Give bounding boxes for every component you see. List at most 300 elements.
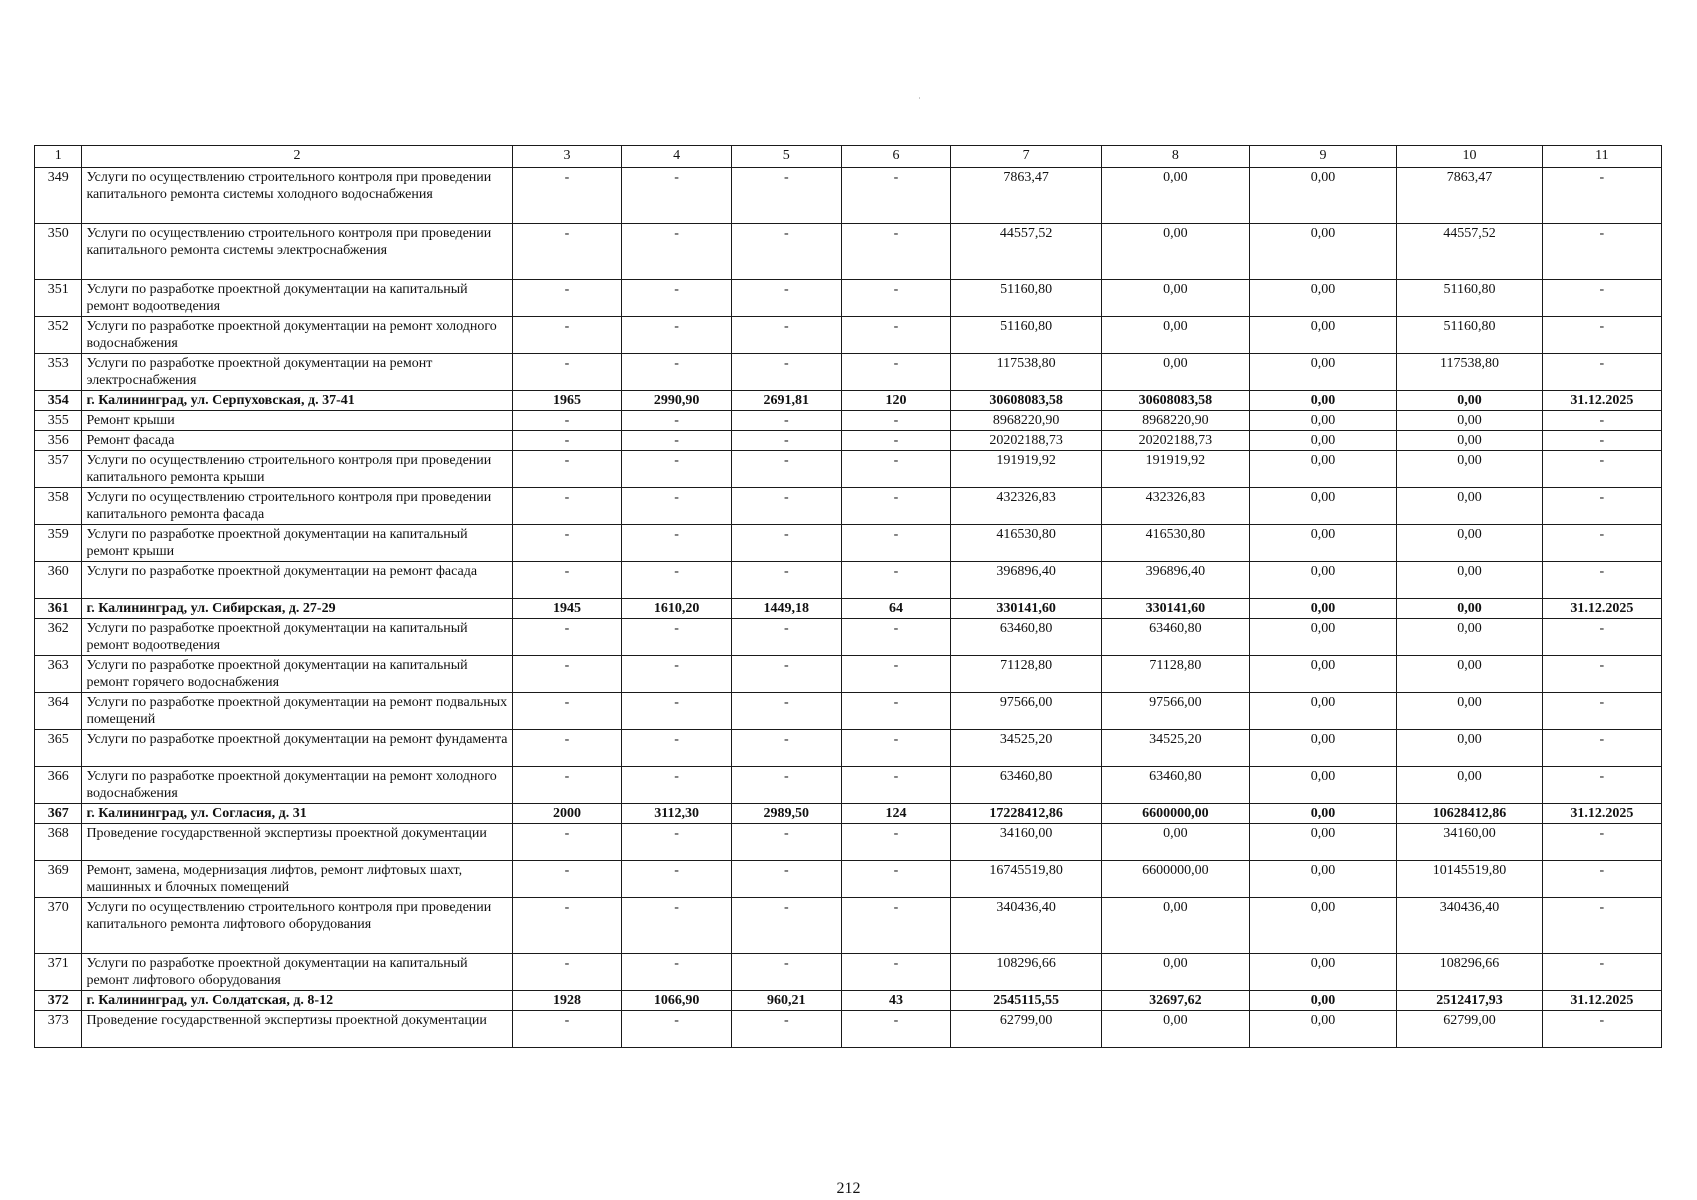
work-description-cell: Услуги по разработке проектной документации на капитальный ремонт водоотведения: [82, 280, 512, 317]
header-cell: 5: [731, 146, 841, 168]
work-item-row: [35, 488, 1662, 525]
work-description-cell: Проведение государственной экспертизы проектной документации: [82, 1011, 512, 1048]
value-cell: -: [622, 525, 732, 562]
value-cell: 6600000,00: [1102, 861, 1250, 898]
value-cell: 432326,83: [951, 488, 1102, 525]
value-cell: 51160,80: [1397, 317, 1543, 354]
value-cell: -: [841, 1011, 951, 1048]
value-cell: 63460,80: [951, 619, 1102, 656]
work-item-row: [35, 354, 1662, 391]
value-cell: 1066,90: [622, 991, 732, 1011]
deadline-cell: -: [1542, 224, 1661, 280]
row-number-cell: 358: [35, 488, 82, 525]
value-cell: 16745519,80: [951, 861, 1102, 898]
value-cell: 0,00: [1249, 168, 1397, 224]
value-cell: -: [731, 861, 841, 898]
work-item-row: [35, 562, 1662, 599]
value-cell: -: [622, 619, 732, 656]
value-cell: 2000: [512, 804, 622, 824]
value-cell: -: [622, 411, 732, 431]
row-number-cell: 353: [35, 354, 82, 391]
value-cell: 0,00: [1397, 656, 1543, 693]
value-cell: 2691,81: [731, 391, 841, 411]
value-cell: 0,00: [1249, 656, 1397, 693]
value-cell: 2512417,93: [1397, 991, 1543, 1011]
scan-speck: ˙: [918, 96, 921, 106]
work-item-row: [35, 431, 1662, 451]
value-cell: 0,00: [1249, 317, 1397, 354]
work-item-row: [35, 411, 1662, 431]
value-cell: -: [512, 954, 622, 991]
work-description-cell: Услуги по разработке проектной документации на капитальный ремонт горячего водоснабжения: [82, 656, 512, 693]
value-cell: 44557,52: [951, 224, 1102, 280]
value-cell: 0,00: [1102, 1011, 1250, 1048]
row-number-cell: 350: [35, 224, 82, 280]
value-cell: 34525,20: [1102, 730, 1250, 767]
value-cell: 0,00: [1249, 824, 1397, 861]
value-cell: -: [731, 525, 841, 562]
value-cell: 97566,00: [951, 693, 1102, 730]
value-cell: 0,00: [1249, 525, 1397, 562]
value-cell: -: [512, 317, 622, 354]
work-item-row: [35, 898, 1662, 954]
row-number-cell: 373: [35, 1011, 82, 1048]
value-cell: 120: [841, 391, 951, 411]
value-cell: 0,00: [1249, 861, 1397, 898]
value-cell: -: [622, 317, 732, 354]
value-cell: -: [512, 693, 622, 730]
work-description-cell: Услуги по осуществлению строительного контроля при проведении капитального ремонта системы электроснабжения: [82, 224, 512, 280]
value-cell: -: [841, 861, 951, 898]
value-cell: 0,00: [1397, 619, 1543, 656]
value-cell: -: [841, 488, 951, 525]
value-cell: 340436,40: [951, 898, 1102, 954]
work-item-row: [35, 525, 1662, 562]
value-cell: -: [841, 898, 951, 954]
deadline-cell: -: [1542, 431, 1661, 451]
work-item-row: [35, 767, 1662, 804]
value-cell: 0,00: [1397, 599, 1543, 619]
table-body: [35, 146, 1662, 1048]
value-cell: -: [622, 168, 732, 224]
value-cell: -: [512, 898, 622, 954]
value-cell: 396896,40: [951, 562, 1102, 599]
value-cell: 20202188,73: [951, 431, 1102, 451]
header-cell: 6: [841, 146, 951, 168]
value-cell: 8968220,90: [951, 411, 1102, 431]
work-description-cell: Услуги по разработке проектной документации на капитальный ремонт крыши: [82, 525, 512, 562]
page-number: 212: [836, 1180, 861, 1197]
address-cell: г. Калининград, ул. Сибирская, д. 27-29: [82, 599, 512, 619]
value-cell: 0,00: [1397, 767, 1543, 804]
value-cell: -: [512, 1011, 622, 1048]
row-number-cell: 363: [35, 656, 82, 693]
value-cell: -: [731, 730, 841, 767]
value-cell: 330141,60: [1102, 599, 1250, 619]
deadline-cell: 31.12.2025: [1542, 599, 1661, 619]
row-number-cell: 364: [35, 693, 82, 730]
value-cell: 51160,80: [1397, 280, 1543, 317]
work-item-row: [35, 730, 1662, 767]
value-cell: 416530,80: [951, 525, 1102, 562]
work-description-cell: Ремонт, замена, модернизация лифтов, ремонт лифтовых шахт, машинных и блочных помещений: [82, 861, 512, 898]
value-cell: -: [841, 525, 951, 562]
work-description-cell: Услуги по разработке проектной документации на капитальный ремонт водоотведения: [82, 619, 512, 656]
value-cell: 34525,20: [951, 730, 1102, 767]
value-cell: -: [731, 619, 841, 656]
value-cell: -: [731, 280, 841, 317]
value-cell: -: [841, 619, 951, 656]
deadline-cell: 31.12.2025: [1542, 991, 1661, 1011]
address-row: [35, 991, 1662, 1011]
row-number-cell: 357: [35, 451, 82, 488]
work-description-cell: Ремонт крыши: [82, 411, 512, 431]
value-cell: -: [731, 317, 841, 354]
row-number-cell: 355: [35, 411, 82, 431]
work-description-cell: Ремонт фасада: [82, 431, 512, 451]
row-number-cell: 351: [35, 280, 82, 317]
value-cell: -: [731, 354, 841, 391]
value-cell: 1610,20: [622, 599, 732, 619]
value-cell: 97566,00: [1102, 693, 1250, 730]
value-cell: 0,00: [1249, 767, 1397, 804]
row-number-cell: 356: [35, 431, 82, 451]
value-cell: -: [512, 767, 622, 804]
value-cell: -: [841, 824, 951, 861]
column-number-header-row: [35, 146, 1662, 168]
deadline-cell: -: [1542, 562, 1661, 599]
value-cell: -: [512, 656, 622, 693]
work-item-row: [35, 451, 1662, 488]
row-number-cell: 369: [35, 861, 82, 898]
deadline-cell: -: [1542, 619, 1661, 656]
deadline-cell: 31.12.2025: [1542, 391, 1661, 411]
header-cell: 3: [512, 146, 622, 168]
address-row: [35, 391, 1662, 411]
value-cell: 117538,80: [951, 354, 1102, 391]
work-description-cell: Услуги по осуществлению строительного контроля при проведении капитального ремонта лифтового оборудования: [82, 898, 512, 954]
value-cell: 0,00: [1102, 898, 1250, 954]
value-cell: 34160,00: [1397, 824, 1543, 861]
work-item-row: [35, 317, 1662, 354]
value-cell: 0,00: [1397, 391, 1543, 411]
value-cell: -: [841, 954, 951, 991]
value-cell: 62799,00: [951, 1011, 1102, 1048]
value-cell: 0,00: [1249, 954, 1397, 991]
work-description-cell: Услуги по осуществлению строительного контроля при проведении капитального ремонта фасада: [82, 488, 512, 525]
deadline-cell: -: [1542, 488, 1661, 525]
header-cell: 4: [622, 146, 732, 168]
value-cell: -: [622, 488, 732, 525]
work-item-row: [35, 168, 1662, 224]
value-cell: 0,00: [1102, 824, 1250, 861]
deadline-cell: -: [1542, 411, 1661, 431]
value-cell: 330141,60: [951, 599, 1102, 619]
value-cell: -: [622, 898, 732, 954]
deadline-cell: -: [1542, 168, 1661, 224]
value-cell: -: [731, 954, 841, 991]
row-number-cell: 349: [35, 168, 82, 224]
work-item-row: [35, 656, 1662, 693]
row-number-cell: 371: [35, 954, 82, 991]
value-cell: 71128,80: [1102, 656, 1250, 693]
value-cell: 0,00: [1102, 354, 1250, 391]
deadline-cell: -: [1542, 525, 1661, 562]
work-item-row: [35, 861, 1662, 898]
value-cell: -: [841, 411, 951, 431]
row-number-cell: 367: [35, 804, 82, 824]
value-cell: 0,00: [1249, 619, 1397, 656]
value-cell: -: [622, 354, 732, 391]
header-cell: 1: [35, 146, 82, 168]
value-cell: 63460,80: [951, 767, 1102, 804]
repair-registry-table: [34, 145, 1662, 1048]
deadline-cell: -: [1542, 317, 1661, 354]
value-cell: 2989,50: [731, 804, 841, 824]
value-cell: -: [841, 693, 951, 730]
work-item-row: [35, 954, 1662, 991]
value-cell: 0,00: [1102, 224, 1250, 280]
value-cell: -: [841, 431, 951, 451]
value-cell: -: [512, 431, 622, 451]
value-cell: 10145519,80: [1397, 861, 1543, 898]
work-item-row: [35, 280, 1662, 317]
value-cell: 0,00: [1249, 280, 1397, 317]
row-number-cell: 360: [35, 562, 82, 599]
value-cell: -: [731, 411, 841, 431]
value-cell: 1945: [512, 599, 622, 619]
value-cell: 8968220,90: [1102, 411, 1250, 431]
work-description-cell: Проведение государственной экспертизы проектной документации: [82, 824, 512, 861]
value-cell: 0,00: [1397, 562, 1543, 599]
deadline-cell: -: [1542, 730, 1661, 767]
value-cell: -: [731, 898, 841, 954]
value-cell: 20202188,73: [1102, 431, 1250, 451]
value-cell: -: [622, 280, 732, 317]
value-cell: 0,00: [1249, 693, 1397, 730]
deadline-cell: -: [1542, 767, 1661, 804]
value-cell: 34160,00: [951, 824, 1102, 861]
value-cell: 396896,40: [1102, 562, 1250, 599]
value-cell: -: [731, 693, 841, 730]
value-cell: -: [731, 1011, 841, 1048]
value-cell: 51160,80: [951, 280, 1102, 317]
value-cell: 51160,80: [951, 317, 1102, 354]
row-number-cell: 352: [35, 317, 82, 354]
value-cell: -: [841, 451, 951, 488]
value-cell: 6600000,00: [1102, 804, 1250, 824]
value-cell: 0,00: [1397, 411, 1543, 431]
value-cell: -: [512, 451, 622, 488]
value-cell: -: [512, 168, 622, 224]
value-cell: 63460,80: [1102, 767, 1250, 804]
row-number-cell: 354: [35, 391, 82, 411]
value-cell: -: [731, 767, 841, 804]
value-cell: 2990,90: [622, 391, 732, 411]
deadline-cell: -: [1542, 1011, 1661, 1048]
value-cell: 32697,62: [1102, 991, 1250, 1011]
row-number-cell: 372: [35, 991, 82, 1011]
value-cell: 0,00: [1249, 991, 1397, 1011]
deadline-cell: -: [1542, 656, 1661, 693]
value-cell: -: [512, 861, 622, 898]
value-cell: 117538,80: [1397, 354, 1543, 391]
value-cell: -: [841, 562, 951, 599]
value-cell: -: [512, 824, 622, 861]
deadline-cell: -: [1542, 280, 1661, 317]
value-cell: -: [841, 730, 951, 767]
value-cell: -: [731, 488, 841, 525]
value-cell: 0,00: [1249, 599, 1397, 619]
deadline-cell: -: [1542, 824, 1661, 861]
work-item-row: [35, 824, 1662, 861]
value-cell: 7863,47: [1397, 168, 1543, 224]
work-item-row: [35, 1011, 1662, 1048]
value-cell: 191919,92: [1102, 451, 1250, 488]
value-cell: -: [622, 767, 732, 804]
value-cell: 0,00: [1249, 391, 1397, 411]
value-cell: 108296,66: [1397, 954, 1543, 991]
value-cell: 43: [841, 991, 951, 1011]
value-cell: -: [841, 224, 951, 280]
header-cell: 11: [1542, 146, 1661, 168]
value-cell: 64: [841, 599, 951, 619]
value-cell: 0,00: [1397, 525, 1543, 562]
deadline-cell: -: [1542, 954, 1661, 991]
value-cell: -: [622, 451, 732, 488]
work-description-cell: Услуги по разработке проектной документации на ремонт фундамента: [82, 730, 512, 767]
value-cell: 44557,52: [1397, 224, 1543, 280]
value-cell: -: [731, 824, 841, 861]
deadline-cell: -: [1542, 898, 1661, 954]
value-cell: 0,00: [1397, 488, 1543, 525]
value-cell: 0,00: [1249, 730, 1397, 767]
address-row: [35, 804, 1662, 824]
value-cell: -: [512, 224, 622, 280]
value-cell: 0,00: [1102, 954, 1250, 991]
value-cell: -: [622, 656, 732, 693]
deadline-cell: -: [1542, 861, 1661, 898]
value-cell: 0,00: [1249, 224, 1397, 280]
value-cell: 7863,47: [951, 168, 1102, 224]
value-cell: 0,00: [1397, 730, 1543, 767]
value-cell: 0,00: [1249, 354, 1397, 391]
value-cell: 0,00: [1249, 488, 1397, 525]
value-cell: -: [841, 767, 951, 804]
value-cell: 2545115,55: [951, 991, 1102, 1011]
value-cell: 0,00: [1249, 562, 1397, 599]
value-cell: 0,00: [1102, 280, 1250, 317]
value-cell: 0,00: [1249, 431, 1397, 451]
header-cell: 2: [82, 146, 512, 168]
header-cell: 9: [1249, 146, 1397, 168]
value-cell: 0,00: [1102, 168, 1250, 224]
value-cell: 416530,80: [1102, 525, 1250, 562]
value-cell: -: [512, 280, 622, 317]
work-description-cell: Услуги по разработке проектной документации на ремонт фасада: [82, 562, 512, 599]
value-cell: -: [622, 1011, 732, 1048]
value-cell: 63460,80: [1102, 619, 1250, 656]
value-cell: -: [512, 354, 622, 391]
work-description-cell: Услуги по разработке проектной документации на капитальный ремонт лифтового оборудования: [82, 954, 512, 991]
deadline-cell: -: [1542, 451, 1661, 488]
value-cell: 1965: [512, 391, 622, 411]
value-cell: 0,00: [1249, 898, 1397, 954]
row-number-cell: 361: [35, 599, 82, 619]
deadline-cell: -: [1542, 693, 1661, 730]
value-cell: -: [512, 619, 622, 656]
value-cell: 0,00: [1249, 411, 1397, 431]
value-cell: -: [512, 411, 622, 431]
value-cell: -: [731, 224, 841, 280]
work-description-cell: Услуги по разработке проектной документации на ремонт холодного водоснабжения: [82, 767, 512, 804]
address-cell: г. Калининград, ул. Серпуховская, д. 37-41: [82, 391, 512, 411]
value-cell: -: [622, 824, 732, 861]
row-number-cell: 362: [35, 619, 82, 656]
value-cell: 191919,92: [951, 451, 1102, 488]
value-cell: -: [731, 431, 841, 451]
value-cell: -: [731, 562, 841, 599]
value-cell: -: [622, 954, 732, 991]
value-cell: 0,00: [1397, 431, 1543, 451]
value-cell: -: [622, 562, 732, 599]
deadline-cell: -: [1542, 354, 1661, 391]
value-cell: -: [512, 730, 622, 767]
value-cell: 71128,80: [951, 656, 1102, 693]
value-cell: 0,00: [1102, 317, 1250, 354]
row-number-cell: 370: [35, 898, 82, 954]
value-cell: 108296,66: [951, 954, 1102, 991]
row-number-cell: 368: [35, 824, 82, 861]
row-number-cell: 366: [35, 767, 82, 804]
work-item-row: [35, 619, 1662, 656]
value-cell: 1928: [512, 991, 622, 1011]
value-cell: -: [841, 280, 951, 317]
work-item-row: [35, 224, 1662, 280]
value-cell: -: [622, 431, 732, 451]
header-cell: 10: [1397, 146, 1543, 168]
value-cell: -: [731, 656, 841, 693]
row-number-cell: 365: [35, 730, 82, 767]
value-cell: 62799,00: [1397, 1011, 1543, 1048]
value-cell: -: [622, 861, 732, 898]
value-cell: -: [841, 168, 951, 224]
header-cell: 7: [951, 146, 1102, 168]
value-cell: 0,00: [1397, 451, 1543, 488]
deadline-cell: 31.12.2025: [1542, 804, 1661, 824]
value-cell: -: [622, 730, 732, 767]
value-cell: 0,00: [1249, 451, 1397, 488]
value-cell: 340436,40: [1397, 898, 1543, 954]
value-cell: 3112,30: [622, 804, 732, 824]
value-cell: -: [622, 224, 732, 280]
value-cell: 1449,18: [731, 599, 841, 619]
value-cell: 0,00: [1249, 804, 1397, 824]
value-cell: -: [841, 317, 951, 354]
header-cell: 8: [1102, 146, 1250, 168]
address-cell: г. Калининград, ул. Солдатская, д. 8-12: [82, 991, 512, 1011]
value-cell: -: [731, 168, 841, 224]
value-cell: -: [731, 451, 841, 488]
value-cell: 0,00: [1397, 693, 1543, 730]
value-cell: -: [622, 693, 732, 730]
value-cell: 30608083,58: [951, 391, 1102, 411]
value-cell: 124: [841, 804, 951, 824]
value-cell: 960,21: [731, 991, 841, 1011]
value-cell: 10628412,86: [1397, 804, 1543, 824]
work-description-cell: Услуги по разработке проектной документации на ремонт холодного водоснабжения: [82, 317, 512, 354]
value-cell: 432326,83: [1102, 488, 1250, 525]
